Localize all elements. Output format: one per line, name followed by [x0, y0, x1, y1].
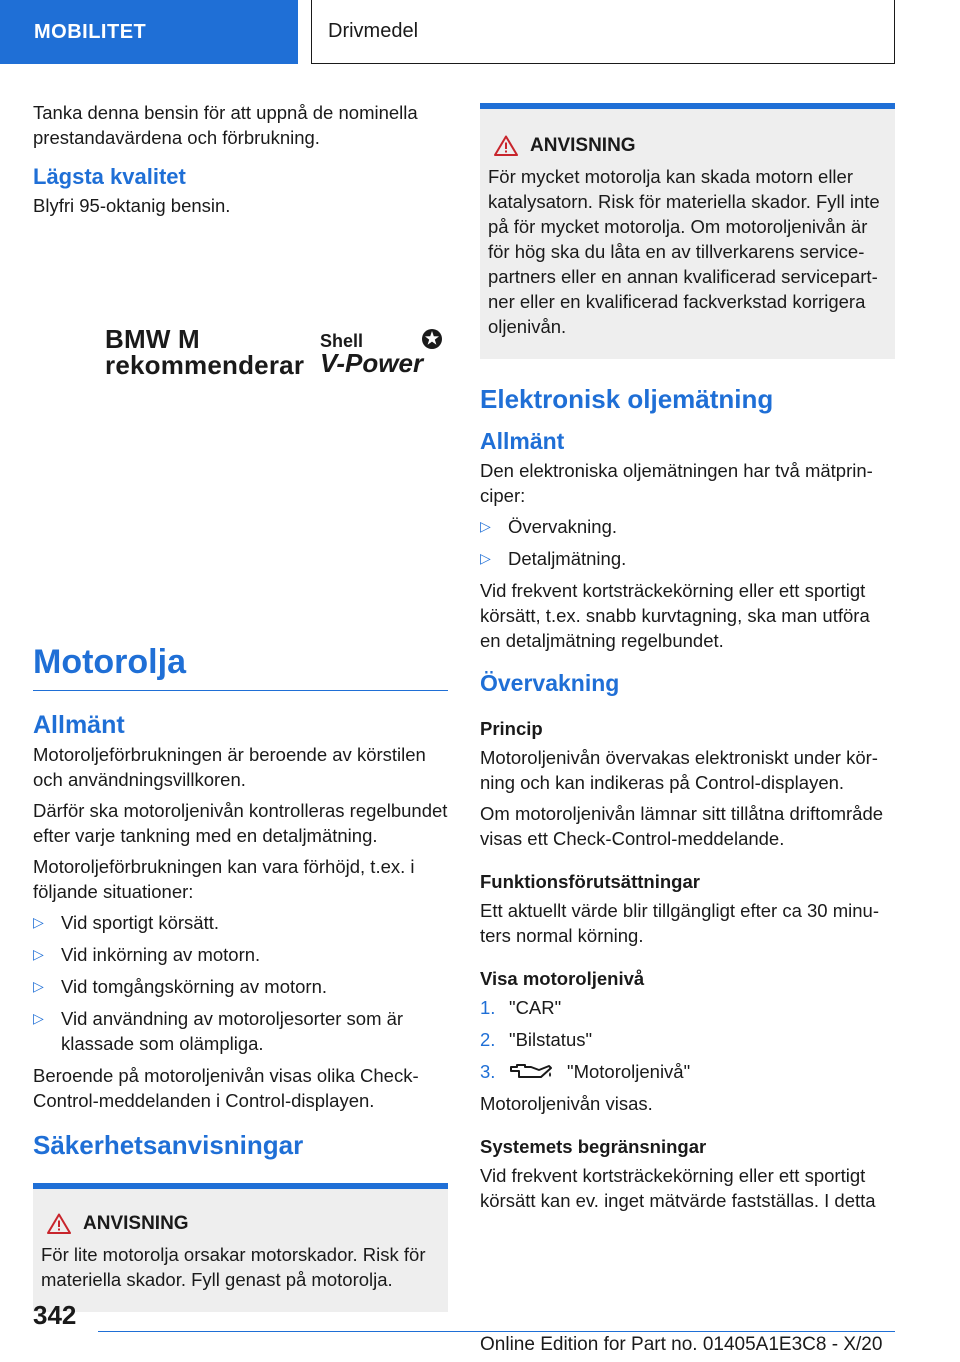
shell-star-icon — [421, 328, 443, 350]
funk-p: Ett aktuellt värde blir tillgängligt efter ca 30 minuters normal körning. — [480, 900, 879, 946]
right-p2: Vid frekvent kortsträckekörning eller ett sportigt körsätt, t.ex. snabb kurvtagning, ska man utföra en detaljmätning regelbundet. — [480, 580, 870, 651]
overvakning-heading: Övervakning — [480, 670, 620, 696]
oil-can-icon — [509, 1063, 553, 1081]
motorolja-title: Motorolja — [33, 643, 186, 681]
warning-icon — [494, 135, 518, 156]
left-column — [33, 100, 448, 1312]
visa-result: Motoroljenivån visas. — [480, 1093, 653, 1114]
triangle-bullet-icon: ▷ — [33, 914, 44, 930]
princip-p2: Om motoroljenivån lämnar sitt tillåtna driftområde visas ett Check-Control-meddelande. — [480, 803, 884, 849]
notice-title-left: ANVISNING — [41, 1211, 438, 1236]
situations-list — [33, 910, 448, 1056]
list-item: ▷ Detaljmätning. — [480, 548, 627, 569]
notice-text-right: För mycket motorolja kan skada motorn eller katalysatorn. Risk för materiella skador. Fyll inte på för mycket motorolja. Om motoroljenivån är för hög ska du låta en av tillverkarens servicepartners eller en annan kvalificerad servicepartner eller en kvalificerad fackverkstad korrigera oljenivån. — [488, 166, 880, 337]
principles-list — [480, 514, 895, 571]
logo-line2: rekommenderar — [105, 350, 305, 380]
notice-box-left — [33, 1183, 448, 1312]
safety-heading: Säkerhetsanvisningar — [33, 1130, 304, 1160]
triangle-bullet-icon: ▷ — [33, 978, 44, 994]
funk-heading: Funktionsförutsättningar — [480, 871, 700, 892]
allmant-heading-right: Allmänt — [480, 428, 565, 454]
step-item: 3. "Motoroljenivå" — [480, 1061, 691, 1082]
triangle-bullet-icon: ▷ — [33, 946, 44, 962]
steps-list — [480, 995, 895, 1084]
list-item: ▷ Övervakning. — [480, 516, 617, 537]
quality-text: Blyfri 95-oktanig bensin. — [33, 195, 231, 216]
list-item: ▷ Vid användning av motoroljesorter som är klassade som olämpliga. — [33, 1008, 404, 1054]
left-p2: Därför ska motoroljenivån kontrolleras regelbundet efter varje tankning med en detaljmätning. — [33, 800, 448, 846]
left-p4: Beroende på motoroljenivån visas olika Check-Control-meddelanden i Control-displayen. — [33, 1065, 419, 1111]
page-number: 342 — [33, 1300, 77, 1330]
visa-heading: Visa motoroljenivå — [480, 968, 645, 989]
notice-title-right: ANVISNING — [488, 133, 885, 158]
motorolja-title-block — [33, 642, 448, 691]
list-item: ▷ Vid inkörning av motorn. — [33, 944, 261, 965]
intro-text: Tanka denna bensin för att uppnå de nominella prestandavärdena och förbrukning. — [33, 102, 418, 148]
section-tab[interactable] — [311, 0, 895, 64]
left-p3: Motoroljeförbrukningen kan vara förhöjd, t.ex. i följande situationer: — [33, 856, 415, 902]
bmw-shell-logo — [33, 224, 448, 484]
system-heading: Systemets begränsningar — [480, 1136, 707, 1157]
section-title: Drivmedel — [328, 20, 419, 42]
shell-vpower-text — [320, 332, 423, 376]
chapter-title: MOBILITET — [34, 20, 147, 43]
notice-box-right — [480, 103, 895, 359]
logo-line1: BMW M — [105, 324, 200, 354]
system-p: Vid frekvent kortsträckekörning eller ett sportigt körsätt kan ev. inget mätvärde fastställas. I detta — [480, 1165, 876, 1211]
princip-p1: Motoroljenivån övervakas elektroniskt under körning och kan indikeras på Control-displayen. — [480, 747, 878, 793]
allmant-heading-left: Allmänt — [33, 711, 125, 739]
triangle-bullet-icon: ▷ — [33, 1010, 44, 1026]
left-p1: Motoroljeförbrukningen är beroende av körstilen och användningsvillkoren. — [33, 744, 426, 790]
logo-brand-text — [105, 326, 304, 378]
triangle-bullet-icon: ▷ — [480, 550, 491, 566]
right-column — [480, 100, 895, 1219]
quality-heading: Lägsta kvalitet — [33, 164, 186, 189]
step-item: 1. "CAR" — [480, 997, 562, 1018]
list-item: ▷ Vid tomgångskörning av motorn. — [33, 976, 328, 997]
triangle-bullet-icon: ▷ — [480, 518, 491, 534]
right-p1: Den elektroniska oljemätningen har två mätprinciper: — [480, 460, 873, 506]
warning-icon — [47, 1213, 71, 1234]
elec-heading: Elektronisk oljemätning — [480, 384, 774, 414]
footer-divider — [98, 1331, 895, 1332]
edition-text: Online Edition for Part no. 01405A1E3C8 - X/20 — [480, 1334, 883, 1355]
notice-text-left: För lite motorolja orsakar motorskador. Risk för materiella skador. Fyll genast på motorolja. — [41, 1244, 426, 1290]
logo-vpower: V-Power — [320, 348, 424, 378]
chapter-tab[interactable] — [0, 0, 298, 64]
list-item: ▷ Vid sportigt körsätt. — [33, 912, 220, 933]
princip-heading: Princip — [480, 718, 543, 739]
step-item: 2. "Bilstatus" — [480, 1029, 593, 1050]
logo-shell: Shell — [320, 331, 364, 351]
